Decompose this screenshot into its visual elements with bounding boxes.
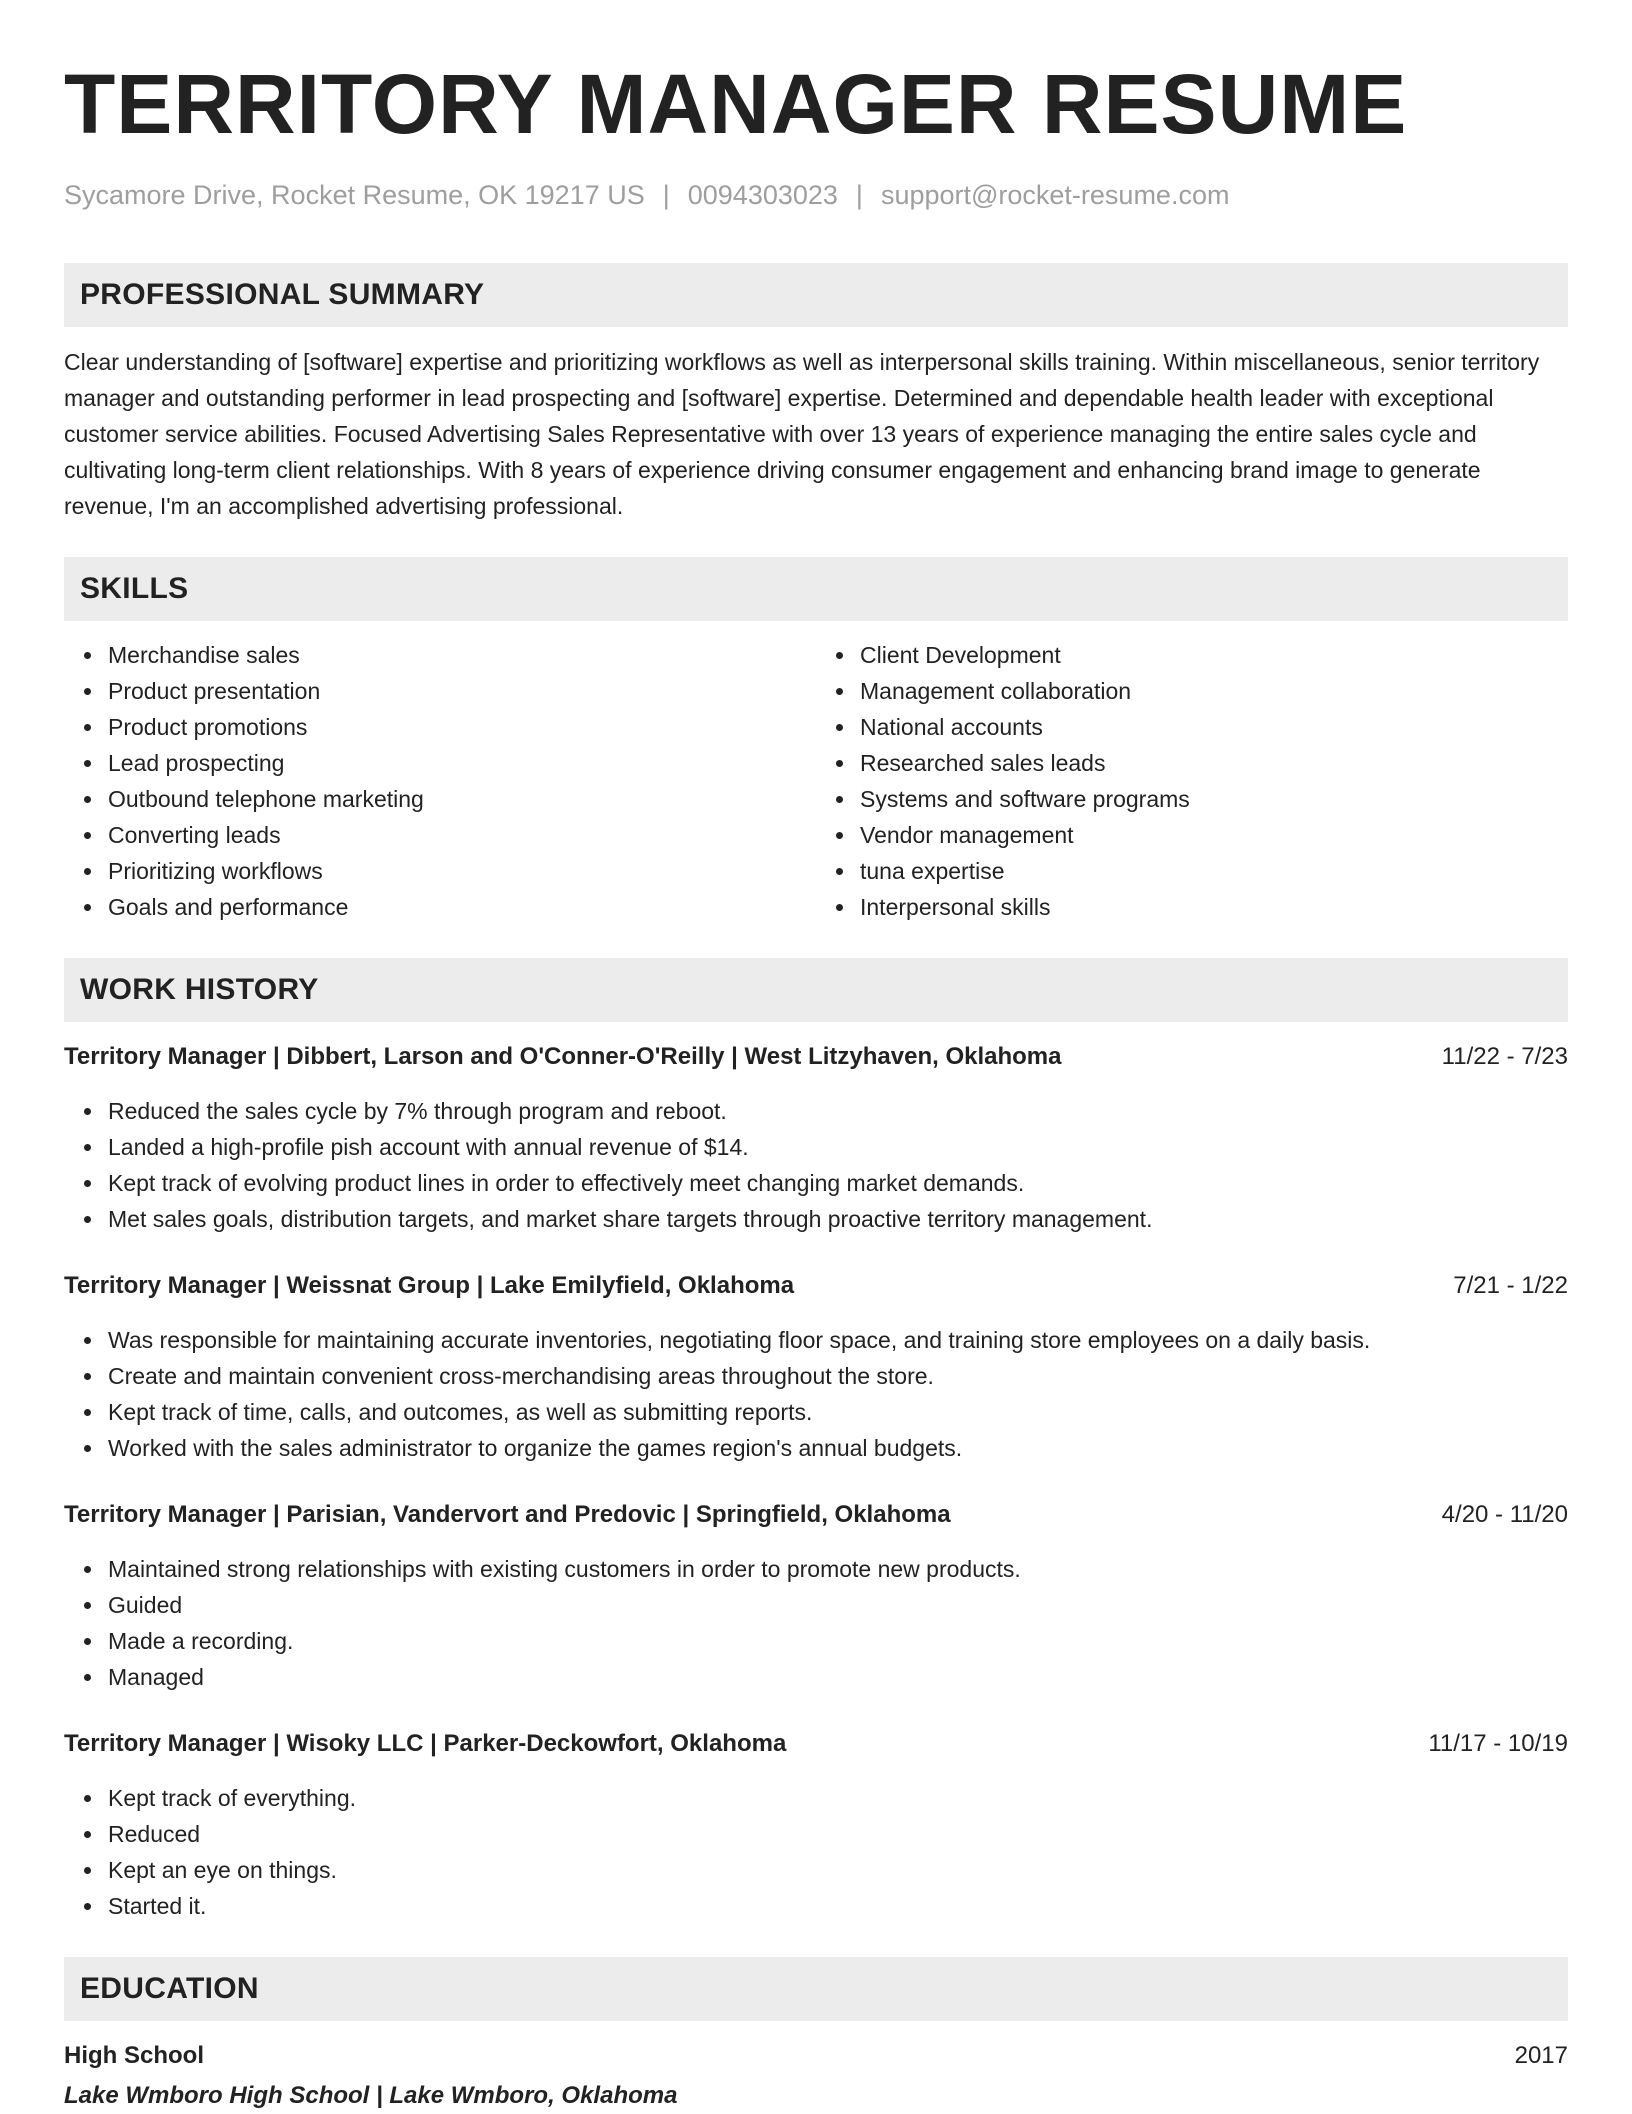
job-bullet: Create and maintain convenient cross-merchandising areas throughout the store.	[108, 1358, 1568, 1394]
job-entry	[64, 1268, 1568, 1466]
job-bullet: Managed	[108, 1659, 1568, 1695]
job-bullet: Started it.	[108, 1888, 1568, 1924]
summary-text: Clear understanding of [software] expertise and prioritizing workflows as well as interpersonal skills training. Within miscellaneous, senior territory manager and outstanding performer in lead prospecting and [software] expertise. Determined and dependable health leader with exceptional customer service abilities. Focused Advertising Sales Representative with over 13 years of experience managing the entire sales cycle and cultivating long-term client relationships. With 8 years of experience driving consumer engagement and enhancing brand image to generate revenue, I'm an accomplished advertising professional.	[64, 349, 1540, 519]
section-heading-summary: PROFESSIONAL SUMMARY	[64, 263, 1568, 327]
skill-item: Systems and software programs	[860, 781, 1568, 817]
job-dates: 7/21 - 1/22	[1453, 1272, 1568, 1299]
skill-item: Vendor management	[860, 817, 1568, 853]
skill-item: Client Development	[860, 637, 1568, 673]
section-heading-education: EDUCATION	[64, 1957, 1568, 2021]
job-bullet: Met sales goals, distribution targets, and market share targets through proactive territory management.	[108, 1201, 1568, 1237]
skills-column-right	[816, 637, 1568, 925]
job-bullets	[64, 1322, 1568, 1466]
job-title: Territory Manager | Dibbert, Larson and O'Conner-O'Reilly | West Litzyhaven, Oklahoma	[64, 1043, 1062, 1070]
job-bullet: Made a recording.	[108, 1623, 1568, 1659]
job-bullet: Reduced	[108, 1816, 1568, 1852]
skill-item: Goals and performance	[108, 889, 816, 925]
job-title: Territory Manager | Wisoky LLC | Parker-Deckowfort, Oklahoma	[64, 1730, 787, 1757]
skill-item: tuna expertise	[860, 853, 1568, 889]
job-title: Territory Manager | Parisian, Vandervort and Predovic | Springfield, Oklahoma	[64, 1501, 951, 1528]
education-school: Lake Wmboro High School | Lake Wmboro, Oklahoma	[64, 2082, 678, 2109]
job-bullets	[64, 1780, 1568, 1924]
contact-separator: |	[662, 180, 670, 210]
job-bullet: Was responsible for maintaining accurate inventories, negotiating floor space, and training store employees on a daily basis.	[108, 1322, 1568, 1358]
job-entry	[64, 1497, 1568, 1695]
contact-email: support@rocket-resume.com	[880, 180, 1230, 210]
job-bullet: Landed a high-profile pish account with annual revenue of $14.	[108, 1129, 1568, 1165]
job-dates: 11/22 - 7/23	[1441, 1043, 1568, 1070]
contact-line	[64, 178, 1568, 212]
education-header	[64, 2038, 1568, 2074]
job-bullets	[64, 1551, 1568, 1695]
skill-item: Researched sales leads	[860, 745, 1568, 781]
job-bullets	[64, 1093, 1568, 1237]
skill-item: Management collaboration	[860, 673, 1568, 709]
skill-item: Lead prospecting	[108, 745, 816, 781]
job-header	[64, 1497, 1568, 1533]
job-bullet: Kept an eye on things.	[108, 1852, 1568, 1888]
job-bullet: Worked with the sales administrator to organize the games region's annual budgets.	[108, 1430, 1568, 1466]
contact-separator: |	[855, 180, 863, 210]
education-degree: High School	[64, 2042, 204, 2069]
contact-address: Sycamore Drive, Rocket Resume, OK 19217 US	[64, 180, 645, 210]
job-title: Territory Manager | Weissnat Group | Lake Emilyfield, Oklahoma	[64, 1272, 795, 1299]
section-heading-work: WORK HISTORY	[64, 958, 1568, 1022]
resume-title: TERRITORY MANAGER RESUME	[64, 57, 1408, 151]
skill-item: Interpersonal skills	[860, 889, 1568, 925]
job-entry	[64, 1039, 1568, 1237]
contact-phone: 0094303023	[687, 180, 838, 210]
skill-item: Product promotions	[108, 709, 816, 745]
job-dates: 4/20 - 11/20	[1441, 1501, 1568, 1528]
skill-item: Prioritizing workflows	[108, 853, 816, 889]
job-bullet: Kept track of time, calls, and outcomes, as well as submitting reports.	[108, 1394, 1568, 1430]
skill-item: National accounts	[860, 709, 1568, 745]
job-header	[64, 1268, 1568, 1304]
section-heading-skills: SKILLS	[64, 557, 1568, 621]
job-bullet: Maintained strong relationships with existing customers in order to promote new products.	[108, 1551, 1568, 1587]
skill-item: Merchandise sales	[108, 637, 816, 673]
skills-grid	[64, 637, 1568, 925]
skill-item: Outbound telephone marketing	[108, 781, 816, 817]
job-bullet: Guided	[108, 1587, 1568, 1623]
job-dates: 11/17 - 10/19	[1428, 1730, 1568, 1757]
skills-column-left	[64, 637, 816, 925]
job-bullet: Reduced the sales cycle by 7% through program and reboot.	[108, 1093, 1568, 1129]
job-header	[64, 1039, 1568, 1075]
job-entry	[64, 1726, 1568, 1924]
job-bullet: Kept track of evolving product lines in order to effectively meet changing market demands.	[108, 1165, 1568, 1201]
education-year: 2017	[1514, 2042, 1568, 2069]
skill-item: Converting leads	[108, 817, 816, 853]
education-entry	[64, 2038, 1568, 2114]
job-bullet: Kept track of everything.	[108, 1780, 1568, 1816]
skill-item: Product presentation	[108, 673, 816, 709]
job-header	[64, 1726, 1568, 1762]
